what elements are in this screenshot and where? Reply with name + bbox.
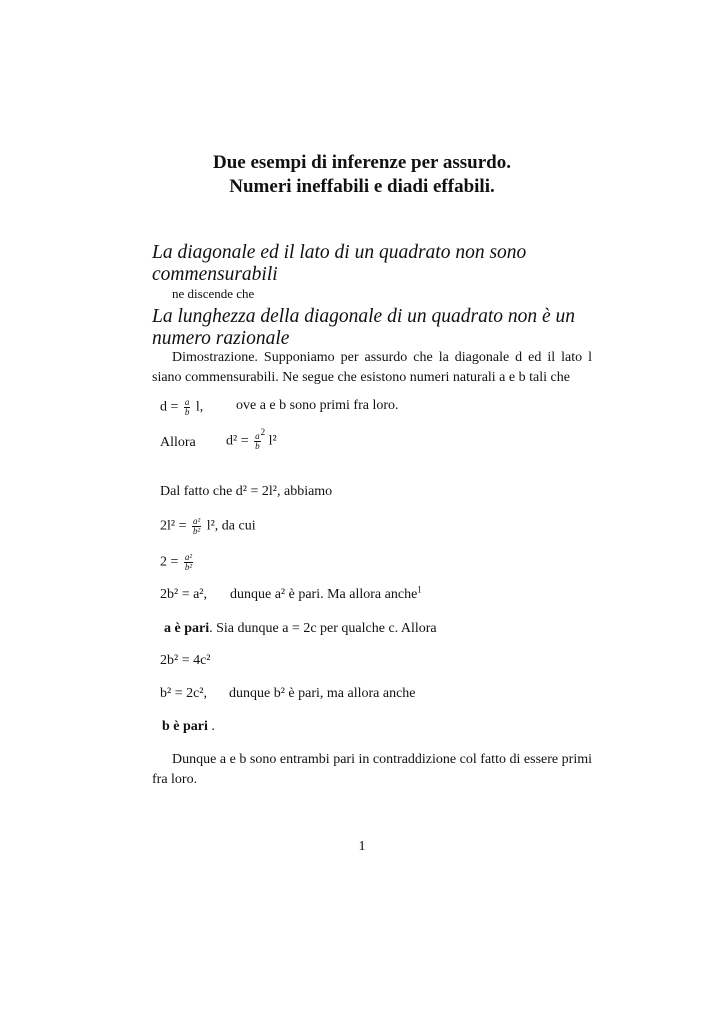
eq1-fraction — [184, 398, 191, 417]
line-from-fact: Dal fatto che d² = 2l², abbiamo — [160, 484, 333, 499]
title-line-1: Due esempi di inferenze per assurdo. — [212, 152, 511, 173]
eq9-text: dunque b² è pari, ma allora anche — [229, 686, 416, 701]
footnote-marker: 1 — [417, 584, 422, 595]
eq6-text: dunque a² è pari. Ma allora anche — [230, 587, 418, 602]
eq2-frac-den: b — [255, 441, 260, 451]
eq1-frac-num: a — [184, 397, 190, 407]
eq5-lhs: 2 = — [160, 554, 179, 570]
eq9-lhs: b² = 2c², — [160, 686, 208, 701]
eq2-exponent: 2 — [260, 427, 266, 438]
eq1-after: l, — [195, 399, 204, 415]
eq4-frac-den: b² — [192, 526, 201, 536]
eq1-note: ove a e b sono primi fra loro. — [236, 398, 399, 413]
equation-d-squared — [226, 427, 277, 451]
eq6-lhs: 2b² = a², — [160, 587, 208, 602]
eq1-frac-den: b — [184, 407, 190, 417]
eq10-line — [162, 719, 215, 735]
heading-commensurability: La diagonale ed il lato di un quadrato non sono commensurabili — [152, 242, 527, 285]
eq4-fraction — [192, 517, 201, 536]
eq2-lhs: d² = — [226, 433, 249, 449]
eq2-prefix: Allora — [160, 435, 196, 450]
b-is-even: b è pari — [162, 719, 208, 734]
proof-intro: Dimostrazione. Supponiamo per assurdo che la diagonale d ed il lato l siano commensurabili. Ne segue che esistono numeri naturali a e b tali che — [152, 350, 592, 385]
eq4-frac-num: a² — [192, 516, 201, 526]
eq5-frac-num: a² — [184, 552, 193, 562]
eq5-fraction — [184, 553, 193, 572]
eq2-frac-num: a — [255, 431, 260, 441]
eq4-lhs: 2l² = — [160, 518, 187, 534]
a-is-even: a è pari — [164, 621, 210, 636]
eq2-fraction — [254, 432, 261, 451]
eq5-frac-den: b² — [184, 562, 193, 572]
eq10-text: . — [211, 719, 215, 734]
eq4-after: l², da cui — [206, 518, 256, 534]
conclusion-paragraph: Dunque a e b sono entrambi pari in contraddizione col fatto di essere primi fra loro. — [152, 752, 592, 787]
equation-2-ratio — [160, 553, 195, 572]
page-number: 1 — [358, 839, 366, 854]
eq2-after: l² — [268, 433, 277, 449]
heading-irrationality: La lunghezza della diagonale di un quadrato non è un numero razionale — [152, 306, 576, 349]
eq7-line — [164, 621, 437, 637]
eq7-text: . Sia dunque a = 2c per qualche c. Allora — [209, 621, 437, 636]
eq1-lhs: d = — [160, 399, 179, 415]
title-line-2: Numeri ineffabili e diadi effabili. — [229, 176, 495, 197]
eq6-text-group — [230, 584, 422, 603]
equation-d-ratio — [160, 398, 203, 417]
equation-2l-squared — [160, 517, 256, 536]
connector-text: ne discende che — [172, 286, 255, 301]
equation-2b-4c: 2b² = 4c² — [160, 653, 211, 668]
